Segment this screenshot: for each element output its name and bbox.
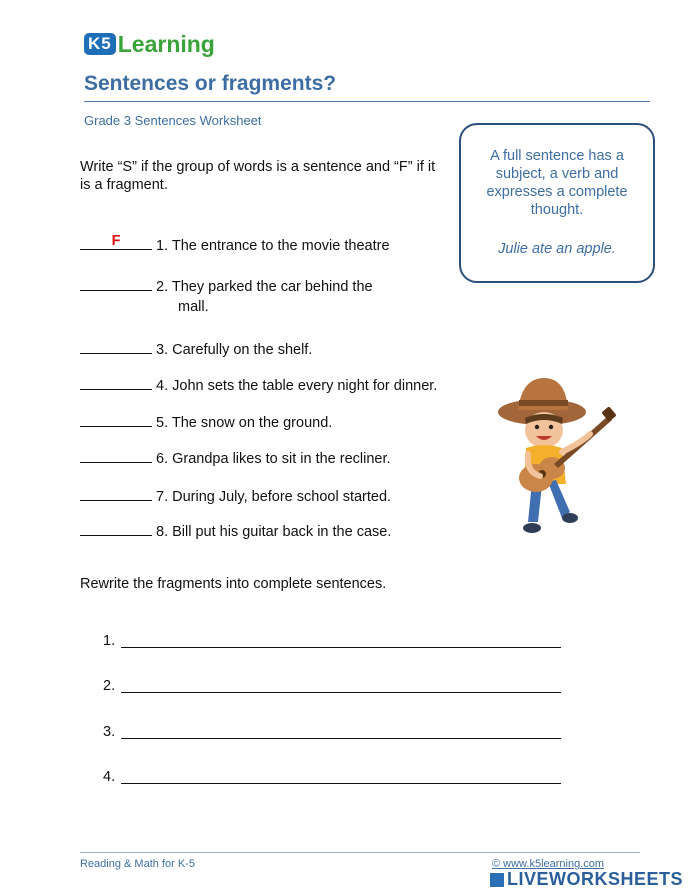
question-item [80,447,391,469]
answer-blank[interactable] [80,485,152,501]
liveworksheets-name: LIVEWORKSHEETS [507,869,684,889]
rewrite-instructions: Rewrite the fragments into complete sentences. [80,576,387,592]
item-text: Bill put his guitar back in the case. [172,524,392,540]
question-item [80,520,391,542]
question-item [80,485,391,507]
footer-tagline: Reading & Math for K-5 [80,858,195,870]
question-item [80,374,437,396]
definition-text: A full sentence has a subject, a verb and expresses a complete thought. [486,148,628,218]
item-text: They parked the car behind the [171,279,373,295]
rewrite-line-number: 3. [103,724,116,740]
liveworksheets-brand [490,869,683,890]
item-number: 8. [156,524,169,540]
answer-blank[interactable] [80,447,152,463]
question-item [80,275,373,317]
answer-blank[interactable] [80,275,152,291]
footer-url-text: www.k5learning.com [503,858,605,870]
definition-example: Julie ate an apple. [498,241,616,257]
logo-word: Learning [117,30,215,57]
item-number: 3. [156,342,169,358]
definition-box [459,123,655,283]
rewrite-line-input[interactable] [121,647,561,648]
rewrite-line [103,769,115,785]
instructions: Write “S” if the group of words is a sentence and “F” if it is a fragment. [80,159,436,193]
question-item [80,234,390,256]
k5-learning-logo [84,26,215,62]
footer-divider [80,852,640,853]
worksheet-subtitle: Grade 3 Sentences Worksheet [84,113,262,128]
rewrite-line-number: 2. [103,678,116,694]
item-number: 5. [156,415,169,431]
item-number: 4. [156,378,169,394]
boy-with-guitar-illustration [496,372,622,544]
rewrite-line-input[interactable] [121,783,561,784]
answer-value: F [111,233,121,249]
logo-badge: K5 [84,33,116,55]
item-text: The entrance to the movie theatre [171,238,390,254]
item-text: During July, before school started. [172,489,392,505]
question-item [80,338,312,360]
question-item [80,411,332,433]
rewrite-line [103,724,115,740]
item-text: John sets the table every night for dinner. [172,378,438,394]
liveworksheets-logo-icon [490,873,504,887]
item-text-continuation: mall. [178,299,209,315]
rewrite-line-number: 1. [103,633,116,649]
item-text: Carefully on the shelf. [172,342,313,358]
worksheet-title: Sentences or fragments? [84,72,337,95]
rewrite-line-input[interactable] [121,738,561,739]
answer-blank[interactable] [80,411,152,427]
item-number: 6. [156,451,169,467]
rewrite-line-input[interactable] [121,692,561,693]
item-number: 2. [156,279,169,295]
item-text: The snow on the ground. [171,415,333,431]
item-number: 1. [156,238,169,254]
item-number: 7. [156,489,169,505]
rewrite-line [103,633,115,649]
copyright-symbol: © [492,858,501,870]
answer-blank[interactable] [80,234,152,250]
rewrite-line [103,678,115,694]
rewrite-line-number: 4. [103,769,116,785]
item-text: Grandpa likes to sit in the recliner. [172,451,391,467]
title-divider [84,101,650,102]
answer-blank[interactable] [80,338,152,354]
answer-blank[interactable] [80,374,152,390]
answer-blank[interactable] [80,520,152,536]
